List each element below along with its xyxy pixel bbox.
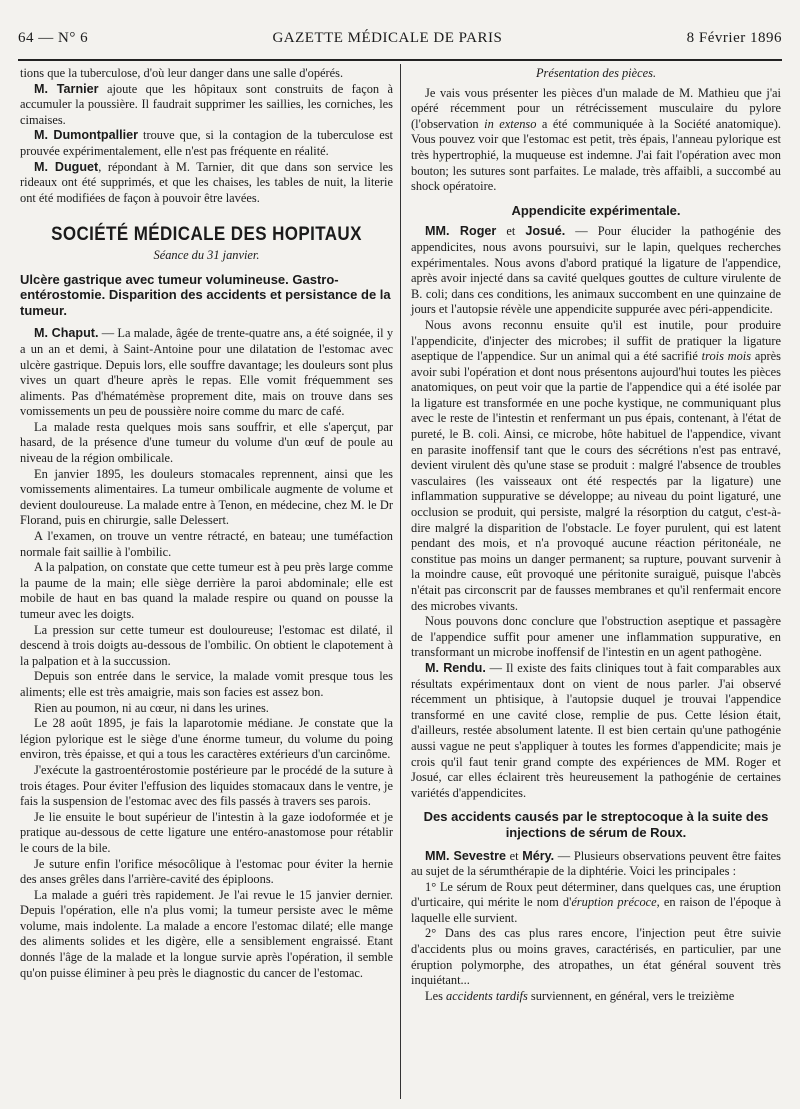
speaker-name: M. Tarnier [34, 81, 99, 96]
paragraph [20, 326, 393, 420]
article-title: Ulcère gastrique avec tumeur volumineuse. Gastro-entérostomie. Disparition des accidents et persistance de la tumeur. [20, 271, 391, 318]
paragraph-text: — Il existe des faits cliniques tout à fait comparables aux résultats expérimentaux dont on vient de nous parler. J'ai observé récemment un phtisique, à l'autopsie duquel je trouvai l'appendice transformé en une cavité close, remplie de pus. Cette lésion était, d'ailleurs, restée absolument latente. Il est bien certain qu'une pathogénie aussi vague ne peut s'appliquer à toutes les formes d'appendicite; mais je crois qu'il faut tenir grand compte des expériences de MM. Roger et Josué, car elles éclairent très heureusement la pathogénie de certaines variétés d'appendicites. [411, 660, 781, 800]
speaker-name: MM. Sevestre [425, 848, 507, 863]
page-header [18, 30, 782, 52]
paragraph-text: et [506, 848, 523, 863]
paragraph: A l'examen, on trouve un ventre rétracté, en bateau; une tuméfaction normale fait saillie à l'ombilic. [20, 529, 393, 559]
paragraph-text: — Plusieurs observations peuvent être faites au sujet de la sérumthérapie de la diphtérie. Voici les principales : [411, 848, 782, 879]
subsection-title: Appendicite expérimentale. [511, 202, 681, 218]
issue-date: 8 Février 1896 [686, 30, 782, 46]
speaker-name: M. Rendu. [425, 660, 486, 675]
column-divider [400, 64, 401, 1099]
italic-text: éruption précoce [571, 895, 657, 910]
italic-text: in extenso [484, 116, 537, 131]
paragraph-text: Nous avons reconnu ensuite qu'il est inutile, pour produire l'appendicite, d'injecter des microbes; il suffit de pratiquer la ligature aseptique de l'appendice. Sur un animal qui a été sacrifié [411, 317, 781, 364]
paragraph: Nous pouvons donc conclure que l'obstruction aseptique et passagère de l'appendice suffit pour amener une inflammation suppurative, en transformant un microbe inoffensif de l'intestin en un agent pathogène. [411, 614, 781, 660]
paragraph-text: ajoute que les hôpitaux sont construits de façon à accumuler la poussière. Il faudrait supprimer les saillies, les corniches, les cimaises. [20, 81, 394, 127]
paragraph: Je suture enfin l'orifice mésocôlique à l'estomac pour éviter la hernie des anses grêles dans l'arrière-cavité des épiploons. [20, 856, 393, 887]
paragraph-text: a été communiquée à la Société anatomique). Vous pouvez voir que l'estomac est petit, très épais, l'anneau pylorique est très hypertrophié, la muqueuse est indemne. J'ai fait l'opération avec mon bouton; les sutures sont parfaites. Le malade, très affaibli, a succombé au shock opératoire. [411, 116, 781, 194]
paragraph [411, 86, 781, 195]
paragraph: Rien au poumon, ni au cœur, ni dans les urines. [34, 700, 269, 715]
section-title: SOCIÉTÉ MÉDICALE DES HOPITAUX [51, 222, 362, 245]
paragraph-text: — Pour élucider la pathogénie des appendicites, nous avons poursuivi, sur le lapin, quelques recherches expérimentales. Nous avons d'abord pratiqué la ligature de l'appendice, après avoir injecté dans sa cavité quelques gouttes de culture virulente de B. coli; dans ces conditions, les animaux succombent en une quinzaine de jours et l'autopsie révèle une appendicite suppurée avec péri-appendicite. [411, 224, 781, 317]
speaker-name: MM. Roger [425, 224, 497, 239]
article-title: Des accidents causés par le streptocoque à la suite des injections de sérum de Roux. [423, 809, 769, 840]
page-number: 64 — N° 6 [18, 30, 89, 46]
paragraph: tions que la tuberculose, d'où leur danger dans une salle d'opérés. [20, 66, 344, 80]
paragraph-text: , en raison de l'époque à laquelle elle survient. [411, 895, 781, 925]
subsection-title: Présentation des pièces. [535, 66, 657, 80]
speaker-name: M. Dumontpallier [34, 128, 139, 143]
paragraph: J'exécute la gastroentérostomie postérieure par le procédé de la suture à trois étages. Pour éviter l'effusion des liquides stomacaux dans le ventre, je fais la suspension de l'estomac avec des fils passés à travers ses parois. [20, 762, 393, 809]
italic-text: accidents tardifs [446, 988, 528, 1003]
paragraph: Le 28 août 1895, je fais la laparotomie médiane. Je constate que la légion pylorique est le siège d'une énorme tumeur, du volume du poing environ, très épaisse, et qui a tous les caractères extérieurs d'un carcinôme. [20, 716, 393, 762]
speaker-name: Méry. [522, 848, 555, 863]
list-item [411, 880, 781, 927]
paragraph [411, 318, 781, 614]
speaker-name: M. Duguet [34, 159, 99, 174]
speaker-name: Josué. [525, 224, 566, 239]
paragraph-text: après avoir subi l'opération et dont nous présentons aujourd'hui toutes les pièces anatomiques, on peut voir que la partie de l'appendice qui a été isolée par la ligature est transformée en une poche kystique, ne communiquant plus avec le reste de l'intestin et renfermant un pus épais, contenant, à l'état de pureté, le B. coli. Ainsi, ce microbe, hôte habituel de l'appendice, vivant en parasite inoffensif tant que le cours des sécrétions n'est pas entravé, devient virulent dès qu'une stase se produit : malgré l'absence de troubles vasculaires (les vaisseaux ont été respectés par la ligature) une inflammation suppurative se développe; au niveau du point ligaturé, une occlusion se produit, qui persiste, malgré la résorption du catgut, c'est-à-dire malgré la disparition de l'obstacle. Le foyer purulent, qui est latent pendant des mois, et n'a provoqué aucune réaction péritonéale, ne constitue pas moins un danger permanent; sa rupture, pouvant survenir à la moindre cause, eût provoqué une péritonite suraiguë, puisque l'abcès n'était pas circonscrit par de fausses membranes et qu'il renfermait encore des microbes vivants. [411, 349, 781, 613]
paragraph [20, 82, 393, 129]
list-item: 2° Dans des cas plus rares encore, l'injection peut être suivie d'accidents plus ou moins graves, caractérisés, en particulier, par une éruption polymorphe, des atropathes, un état général souvent très inquiétant... [411, 926, 781, 988]
paragraph-text: Je vais vous présenter les pièces d'un malade de M. Mathieu que j'ai opéré récemment pour un rétrécissement musculaire du pylore (l'observation [411, 85, 781, 131]
paragraph-text: , répondant à M. Tarnier, dit que dans son service les rideaux ont été supprimés, et que les chaises, les tables de nuit, la literie ont été modifiées de façon à pouvoir être lavées. [20, 159, 393, 205]
paragraph: A la palpation, on constate que cette tumeur est à peu près large comme la paume de la main; elle siège derrière la paroi abdominale; elle est mobile de haut en bas quand la malade respire ou quand on pousse la tumeur avec les doigts. [20, 560, 393, 621]
paragraph-text: et [496, 224, 526, 239]
journal-title: GAZETTE MÉDICALE DE PARIS [272, 30, 503, 46]
paragraph-text: surviennent, en général, vers le treizième [527, 988, 735, 1003]
paragraph-text: — La malade, âgée de trente-quatre ans, a été soignée, il y a un an et demi, à Saint-Antoine pour une dilatation de l'estomac avec ulcère gastrique. Depuis lors, elle souffre davantage; les douleurs sont plus vives un quart d'heure après le repas. Elle vomit fréquemment ses aliments. Pas d'hématémèse proprement dite, mais on trouve dans ses vomissements un peu de poussière noire comme du marc de café. [20, 326, 394, 419]
paragraph [411, 224, 781, 318]
italic-text: trois mois [701, 349, 752, 364]
paragraph-text: trouve que, si la contagion de la tuberculose est prouvée expérimentalement, elle n'est pas fréquente en réalité. [20, 128, 393, 158]
paragraph [20, 128, 393, 159]
paragraph: En janvier 1895, les douleurs stomacales reprennent, ainsi que les vomissements alimentaires. La tumeur ombilicale augmente de volume et devient douloureuse. La malade entre à Tenon, en médecine, chez M. le Dr Florand, puis en chirurgie, salle Delessert. [20, 466, 393, 528]
paragraph-text: Les [425, 988, 446, 1003]
paragraph: La malade resta quelques mois sans souffrir, et elle s'aperçut, par hasard, de la présence d'une tumeur du volume d'un œuf de poule au niveau de la région ombilicale. [20, 419, 393, 466]
session-date: Séance du 31 janvier. [153, 247, 260, 262]
paragraph: La malade a guéri très rapidement. Je l'ai revue le 15 janvier dernier. Depuis l'opération, elle n'a plus vomi; la tumeur persiste avec le même volume, mais indolente. La malade a encore l'estomac dilaté; elle mange des aliments solides et les digère, elle a sensiblement engraissé. Etant donnés l'âge de la malade et la longue survie après l'opération, il semble qu'on puisse éliminer à peu près le diagnostic du cancer de l'estomac. [20, 887, 393, 980]
paragraph: Je lie ensuite le bout supérieur de l'intestin à la gaze iodoformée et je pratique au-dessous de cette ligature une entéro-anastomose pour rétablir le cours de la bile. [20, 809, 393, 855]
speaker-name: M. Chaput. [34, 326, 99, 341]
header-rule [18, 59, 782, 61]
paragraph: La pression sur cette tumeur est douloureuse; l'estomac est dilaté, il descend à trois doigts au-dessous de l'ombilic. On obtient le clapotement à la palpation et à la succussion. [20, 622, 393, 668]
paragraph [20, 160, 393, 207]
paragraph-text: 1° Le sérum de Roux peut déterminer, dans quelques cas, une éruption d'urticaire, qui mérite le nom d' [411, 879, 781, 910]
paragraph [411, 989, 781, 1005]
right-column [411, 66, 781, 1004]
paragraph: Depuis son entrée dans le service, la malade vomit presque tous les aliments; elle est très amaigrie, mais son facies est assez bon. [20, 669, 393, 699]
left-column [20, 66, 393, 981]
paragraph [411, 849, 781, 880]
paragraph [411, 661, 781, 801]
